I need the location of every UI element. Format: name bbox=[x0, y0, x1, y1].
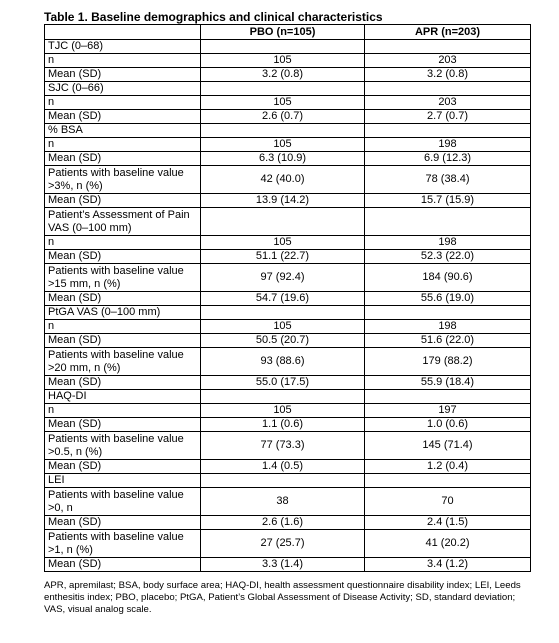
row-label: Patients with baseline value >0, n bbox=[45, 488, 201, 516]
cell-pbo: 2.6 (0.7) bbox=[201, 110, 365, 124]
cell-apr bbox=[365, 390, 531, 404]
cell-apr: 55.9 (18.4) bbox=[365, 376, 531, 390]
cell-apr: 6.9 (12.3) bbox=[365, 152, 531, 166]
row-label: n bbox=[45, 404, 201, 418]
cell-pbo: 97 (92.4) bbox=[201, 264, 365, 292]
cell-pbo: 38 bbox=[201, 488, 365, 516]
table-row bbox=[45, 390, 531, 404]
cell-apr: 198 bbox=[365, 320, 531, 334]
cell-pbo bbox=[201, 474, 365, 488]
cell-apr: 70 bbox=[365, 488, 531, 516]
table-row bbox=[45, 264, 531, 292]
cell-apr bbox=[365, 306, 531, 320]
table-row bbox=[45, 138, 531, 152]
header-cell-pbo: PBO (n=105) bbox=[201, 25, 365, 40]
cell-pbo: 6.3 (10.9) bbox=[201, 152, 365, 166]
cell-apr: 3.2 (0.8) bbox=[365, 68, 531, 82]
row-label: n bbox=[45, 236, 201, 250]
row-label: Mean (SD) bbox=[45, 292, 201, 306]
row-label: Patients with baseline value >20 mm, n (%) bbox=[45, 348, 201, 376]
table-row bbox=[45, 432, 531, 460]
cell-apr: 198 bbox=[365, 138, 531, 152]
table-row bbox=[45, 250, 531, 264]
table-footnote: APR, apremilast; BSA, body surface area; HAQ-DI, health assessment questionnaire disability index; LEI, Leeds enthesitis index; PBO, placebo; PtGA, Patient’s Global Assessment of Disease Activity; SD, standard deviation; VAS, visual analog scale. bbox=[44, 580, 521, 615]
cell-pbo: 1.1 (0.6) bbox=[201, 418, 365, 432]
cell-pbo: 13.9 (14.2) bbox=[201, 194, 365, 208]
cell-pbo bbox=[201, 82, 365, 96]
table-row bbox=[45, 460, 531, 474]
table-row bbox=[45, 404, 531, 418]
table-row bbox=[45, 418, 531, 432]
cell-apr bbox=[365, 208, 531, 236]
cell-pbo: 2.6 (1.6) bbox=[201, 516, 365, 530]
cell-apr: 15.7 (15.9) bbox=[365, 194, 531, 208]
table-row bbox=[45, 348, 531, 376]
table-row bbox=[45, 516, 531, 530]
table-row bbox=[45, 320, 531, 334]
table-row bbox=[45, 152, 531, 166]
row-label: Mean (SD) bbox=[45, 418, 201, 432]
cell-apr bbox=[365, 40, 531, 54]
cell-apr: 78 (38.4) bbox=[365, 166, 531, 194]
row-label: LEI bbox=[45, 474, 201, 488]
row-label: Patients with baseline value >0.5, n (%) bbox=[45, 432, 201, 460]
cell-pbo: 93 (88.6) bbox=[201, 348, 365, 376]
cell-apr: 2.7 (0.7) bbox=[365, 110, 531, 124]
row-label: Mean (SD) bbox=[45, 152, 201, 166]
cell-pbo: 42 (40.0) bbox=[201, 166, 365, 194]
table-row bbox=[45, 194, 531, 208]
cell-apr: 145 (71.4) bbox=[365, 432, 531, 460]
row-label: n bbox=[45, 54, 201, 68]
cell-apr: 1.0 (0.6) bbox=[365, 418, 531, 432]
cell-pbo: 105 bbox=[201, 54, 365, 68]
cell-pbo: 105 bbox=[201, 320, 365, 334]
table-row bbox=[45, 334, 531, 348]
table-row bbox=[45, 558, 531, 572]
cell-pbo: 105 bbox=[201, 96, 365, 110]
cell-apr: 203 bbox=[365, 54, 531, 68]
cell-apr: 203 bbox=[365, 96, 531, 110]
cell-pbo: 51.1 (22.7) bbox=[201, 250, 365, 264]
table-row bbox=[45, 54, 531, 68]
table-row bbox=[45, 474, 531, 488]
table-row bbox=[45, 40, 531, 54]
cell-apr: 179 (88.2) bbox=[365, 348, 531, 376]
cell-pbo: 105 bbox=[201, 404, 365, 418]
row-label: Mean (SD) bbox=[45, 68, 201, 82]
cell-pbo bbox=[201, 306, 365, 320]
header-cell-apr: APR (n=203) bbox=[365, 25, 531, 40]
table-row bbox=[45, 110, 531, 124]
cell-pbo bbox=[201, 208, 365, 236]
row-label: Mean (SD) bbox=[45, 334, 201, 348]
cell-pbo: 77 (73.3) bbox=[201, 432, 365, 460]
cell-apr: 52.3 (22.0) bbox=[365, 250, 531, 264]
cell-pbo: 105 bbox=[201, 138, 365, 152]
table-row bbox=[45, 68, 531, 82]
cell-apr: 184 (90.6) bbox=[365, 264, 531, 292]
table-row bbox=[45, 208, 531, 236]
table-row bbox=[45, 488, 531, 516]
row-label: n bbox=[45, 138, 201, 152]
cell-pbo: 105 bbox=[201, 236, 365, 250]
cell-pbo: 27 (25.7) bbox=[201, 530, 365, 558]
cell-apr: 197 bbox=[365, 404, 531, 418]
cell-apr: 41 (20.2) bbox=[365, 530, 531, 558]
row-label: Mean (SD) bbox=[45, 516, 201, 530]
cell-pbo: 54.7 (19.6) bbox=[201, 292, 365, 306]
table-row bbox=[45, 124, 531, 138]
row-label: % BSA bbox=[45, 124, 201, 138]
cell-apr: 55.6 (19.0) bbox=[365, 292, 531, 306]
baseline-table bbox=[44, 24, 531, 572]
row-label: HAQ-DI bbox=[45, 390, 201, 404]
cell-apr: 198 bbox=[365, 236, 531, 250]
row-label: Mean (SD) bbox=[45, 376, 201, 390]
cell-pbo bbox=[201, 390, 365, 404]
cell-pbo: 55.0 (17.5) bbox=[201, 376, 365, 390]
table-row bbox=[45, 96, 531, 110]
header-cell-label bbox=[45, 25, 201, 40]
table-body bbox=[45, 40, 531, 572]
cell-pbo: 3.3 (1.4) bbox=[201, 558, 365, 572]
cell-apr: 2.4 (1.5) bbox=[365, 516, 531, 530]
row-label: PtGA VAS (0–100 mm) bbox=[45, 306, 201, 320]
table-row bbox=[45, 306, 531, 320]
cell-pbo: 3.2 (0.8) bbox=[201, 68, 365, 82]
row-label: n bbox=[45, 96, 201, 110]
row-label: Mean (SD) bbox=[45, 250, 201, 264]
row-label: Patients with baseline value >15 mm, n (%) bbox=[45, 264, 201, 292]
row-label: Mean (SD) bbox=[45, 110, 201, 124]
cell-apr bbox=[365, 124, 531, 138]
cell-pbo: 1.4 (0.5) bbox=[201, 460, 365, 474]
cell-apr: 1.2 (0.4) bbox=[365, 460, 531, 474]
row-label: Mean (SD) bbox=[45, 558, 201, 572]
row-label: Mean (SD) bbox=[45, 460, 201, 474]
table-row bbox=[45, 166, 531, 194]
cell-apr: 3.4 (1.2) bbox=[365, 558, 531, 572]
cell-pbo: 50.5 (20.7) bbox=[201, 334, 365, 348]
row-label: SJC (0–66) bbox=[45, 82, 201, 96]
table-row bbox=[45, 376, 531, 390]
cell-apr bbox=[365, 82, 531, 96]
table-row bbox=[45, 530, 531, 558]
table-row bbox=[45, 82, 531, 96]
table-title: Table 1. Baseline demographics and clinical characteristics bbox=[44, 10, 383, 24]
table-row bbox=[45, 236, 531, 250]
cell-apr bbox=[365, 474, 531, 488]
row-label: Patients with baseline value >1, n (%) bbox=[45, 530, 201, 558]
cell-apr: 51.6 (22.0) bbox=[365, 334, 531, 348]
row-label: Mean (SD) bbox=[45, 194, 201, 208]
row-label: TJC (0–68) bbox=[45, 40, 201, 54]
row-label: Patient’s Assessment of Pain VAS (0–100 mm) bbox=[45, 208, 201, 236]
row-label: n bbox=[45, 320, 201, 334]
cell-pbo bbox=[201, 40, 365, 54]
table-header-row bbox=[45, 25, 531, 40]
cell-pbo bbox=[201, 124, 365, 138]
table-row bbox=[45, 292, 531, 306]
row-label: Patients with baseline value >3%, n (%) bbox=[45, 166, 201, 194]
